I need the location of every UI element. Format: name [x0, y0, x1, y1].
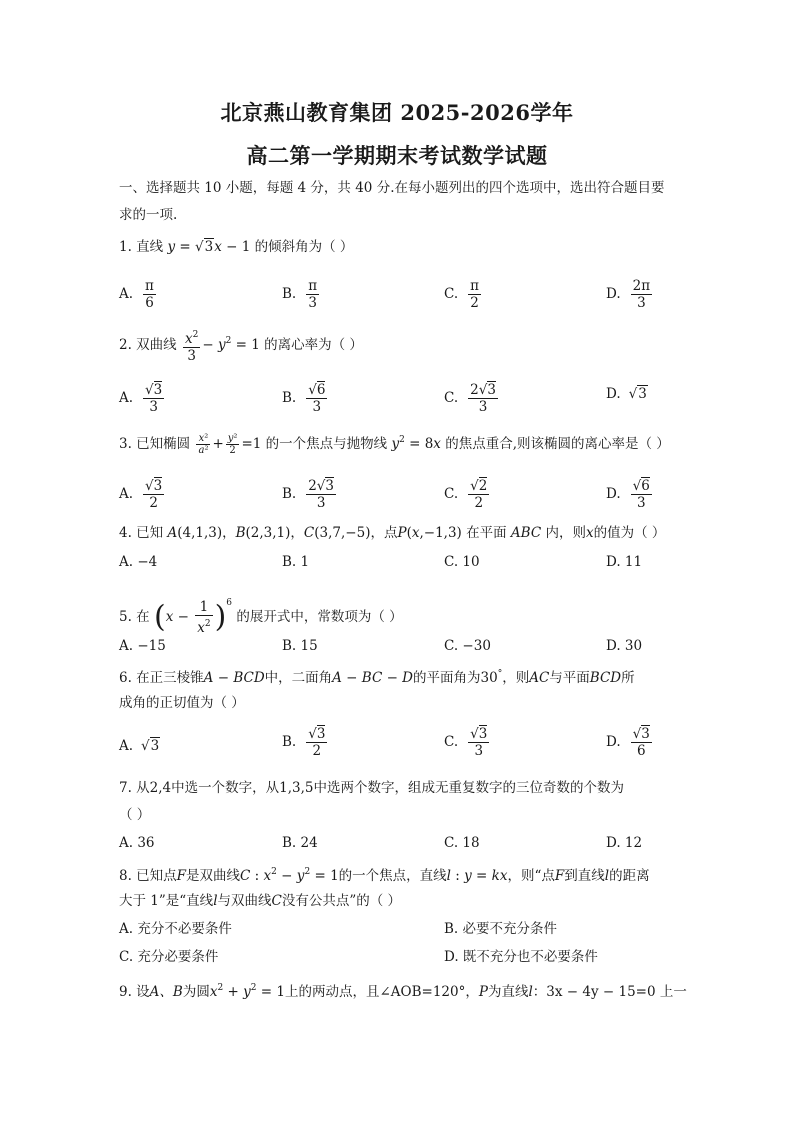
q8-text-f: 的距离 [609, 868, 650, 884]
q8-text-a: 8. 已知点 [119, 868, 177, 884]
q2-formula: $\frac{x^2}{3}$ − $y^2 = 1$ [181, 337, 260, 353]
question-7-line2: （ ） [119, 807, 151, 823]
q3-ellipse-formula: $\frac{\text{x²}}{\text{a²}}$ + $\frac{\text{y²}}{2}$ =1 [198, 433, 262, 456]
q6-tetra: A − BCD [203, 670, 265, 686]
q6-text-a: 6. 在正三棱锥 [119, 670, 204, 686]
q8-point-f: F [176, 868, 187, 884]
q7-set2: 1,3,5 [279, 780, 314, 796]
q2-option-b: B. $\frac{√6}{3}$ [282, 382, 326, 415]
q4-option-c: C. 10 [444, 554, 480, 570]
q4-option-a: A. −4 [119, 554, 158, 570]
q7-text-b: 中选一个数字，从 [171, 780, 280, 796]
q4-points: A(4,1,3)，B(2,3,1)，C(3,7,−5)，点P(x,−1,3) [167, 525, 462, 541]
q6-option-d: D. $\frac{√3}{6}$ [606, 726, 650, 759]
q8-c2: C [271, 893, 282, 909]
q5-option-b: B. 15 [282, 638, 318, 654]
q6-text-d: ，则 [502, 670, 530, 686]
q2-stem-pre: 2. 双曲线 [119, 337, 177, 353]
q9-text-b: 为圆 [182, 984, 210, 1000]
q2-stem-post: 的离心率为（ ） [264, 337, 363, 353]
q7-text-a: 7. 从 [119, 780, 150, 796]
q9-text-e: 3x − 4y − 15=0 上一 [546, 984, 687, 1000]
q6-text-f: 所 [621, 670, 635, 686]
q8-text-e: 到直线 [564, 868, 605, 884]
q1-option-b: B. $\frac{\pi}{3}$ [282, 278, 318, 311]
q5-stem-pre: 5. 在 [119, 609, 150, 625]
q7-text-c: 中选两个数字，组成无重复数字的三位奇数的个数为 [313, 780, 625, 796]
q8-text-d: ，则“点 [507, 868, 555, 884]
q6-text-b: 中，二面角 [264, 670, 333, 686]
q5-option-c: C. −30 [444, 638, 491, 654]
q6-text-c: 的平面角为 [413, 670, 481, 686]
q8-text-c: 的一个焦点，直线 [338, 868, 447, 884]
question-5 [119, 593, 403, 636]
q8-text-h: 与双曲线 [217, 893, 272, 909]
q2-option-d: D. √3 [606, 386, 647, 402]
q7-option-d: D. 12 [606, 835, 643, 851]
q9-text-a: 9. 设 [119, 984, 150, 1000]
q5-stem-post: 的展开式中，常数项为（ ） [236, 609, 403, 625]
q2-option-a: A. $\frac{√3}{3}$ [119, 382, 163, 415]
q9-circle: $x^2 + y^2 = 1$ [209, 983, 285, 1000]
q7-option-c: C. 18 [444, 835, 480, 851]
q3-stem-pre: 3. 已知椭圆 [119, 436, 191, 452]
q6-option-a: A. √3 [119, 738, 160, 754]
q8-option-d: D. 既不充分也不必要条件 [444, 949, 598, 965]
q6-plane: BCD [589, 670, 622, 686]
question-3 [119, 430, 670, 456]
q7-set1: 2,4 [149, 780, 172, 796]
q5-binomial: (x − $\frac{1}{x^2}$ )$^6$ [153, 598, 233, 636]
q8-option-c: C. 充分必要条件 [119, 949, 219, 965]
q3-parabola-formula: $y^2 = 8x$ [391, 435, 441, 452]
q4-stem-mid: 在平面 [466, 525, 507, 541]
q4-option-b: B. 1 [282, 554, 310, 570]
q8-l: l [604, 868, 610, 884]
question-1 [119, 237, 353, 257]
question-8-line1 [119, 862, 650, 886]
q8-option-b: B. 必要不充分条件 [444, 921, 558, 937]
q9-line-l: l [528, 984, 533, 1000]
question-2 [119, 327, 363, 364]
q7-option-b: B. 24 [282, 835, 318, 851]
q4-plane: ABC [510, 525, 542, 541]
q3-option-a: A. $\frac{√3}{2}$ [119, 478, 163, 511]
exam-title-line2: 高二第一学期期末考试数学试题 [246, 143, 548, 168]
q5-option-d: D. 30 [606, 638, 643, 654]
q1-stem-post: 的倾斜角为（ ） [254, 239, 354, 255]
q3-stem-post: 的焦点重合,则该椭圆的离心率是（ ） [445, 436, 670, 452]
q1-option-d: D. $\frac{2\pi}{3}$ [606, 278, 651, 311]
q6-edge: AC [529, 670, 550, 686]
q3-option-c: C. $\frac{√2}{2}$ [444, 478, 488, 511]
q8-text-g: 大于 1”是“直线 [119, 893, 214, 909]
q9-point-p: P [478, 984, 488, 1000]
q7-option-a: A. 36 [119, 835, 155, 851]
section-intro-line1: 一、选择题共 10 小题，每题 4 分，共 40 分.在每小题列出的四个选项中，选出符合题目要 [119, 180, 665, 196]
q6-dihedral: A − BC − D [332, 670, 414, 686]
q1-option-c: C. $\frac{\pi}{2}$ [444, 278, 480, 311]
q6-angle: 30° [480, 669, 503, 686]
section-intro-line2: 求的一项. [119, 207, 178, 223]
q1-option-a: A. $\frac{\pi}{6}$ [119, 278, 154, 311]
q3-stem-mid: 的一个焦点与抛物线 [265, 436, 388, 452]
q8-text-b: 是双曲线 [186, 868, 241, 884]
q3-option-b: B. $\frac{2√3}{3}$ [282, 478, 335, 511]
q3-option-d: D. $\frac{√6}{3}$ [606, 478, 650, 511]
q6-text-e: 与平面 [549, 670, 590, 686]
q8-point-f2: F [554, 868, 565, 884]
question-7-line1 [119, 778, 624, 798]
question-8-line2 [119, 891, 401, 911]
question-4 [119, 523, 665, 543]
q1-stem-pre: 1. 直线 [119, 239, 164, 255]
q8-option-a: A. 充分不必要条件 [119, 921, 232, 937]
question-6-line1 [119, 664, 635, 688]
q9-text-c: 上的两动点，且∠AOB=120°， [284, 984, 479, 1000]
q4-stem: 4. 已知 [119, 525, 164, 541]
q6-option-c: C. $\frac{√3}{3}$ [444, 726, 488, 759]
q8-text-i: 没有公共点”的（ ） [281, 893, 402, 909]
q2-option-c: C. $\frac{2√3}{3}$ [444, 382, 496, 415]
q4-option-d: D. 11 [606, 554, 643, 570]
q9-points: A、B [149, 984, 183, 1000]
q6-option-b: B. $\frac{√3}{2}$ [282, 726, 326, 759]
q4-var: x [585, 525, 594, 541]
question-9: 9. 设A、B为圆$x^2 + y^2 = 1$上的两动点，且∠AOB=120°，P为直线l：3x − 4y − 15=0 上一 [119, 983, 687, 1000]
exam-title-line1: 北京燕山教育集团 2025-2026学年 [220, 100, 574, 125]
q5-option-a: A. −15 [119, 638, 166, 654]
q8-line: l : y = kx [446, 868, 508, 884]
q9-text-d: 为直线 [487, 984, 529, 1000]
q1-formula: y = √3x − 1 [167, 239, 251, 255]
q4-stem-post: 内，则 [545, 525, 586, 541]
q8-l2: l [213, 893, 218, 909]
question-6-line2: 成角的正切值为（ ） [119, 695, 245, 711]
q8-hyperbola: C : $x^2 - y^2 = 1$ [240, 867, 339, 884]
q4-stem-end: 的值为（ ） [593, 525, 666, 541]
